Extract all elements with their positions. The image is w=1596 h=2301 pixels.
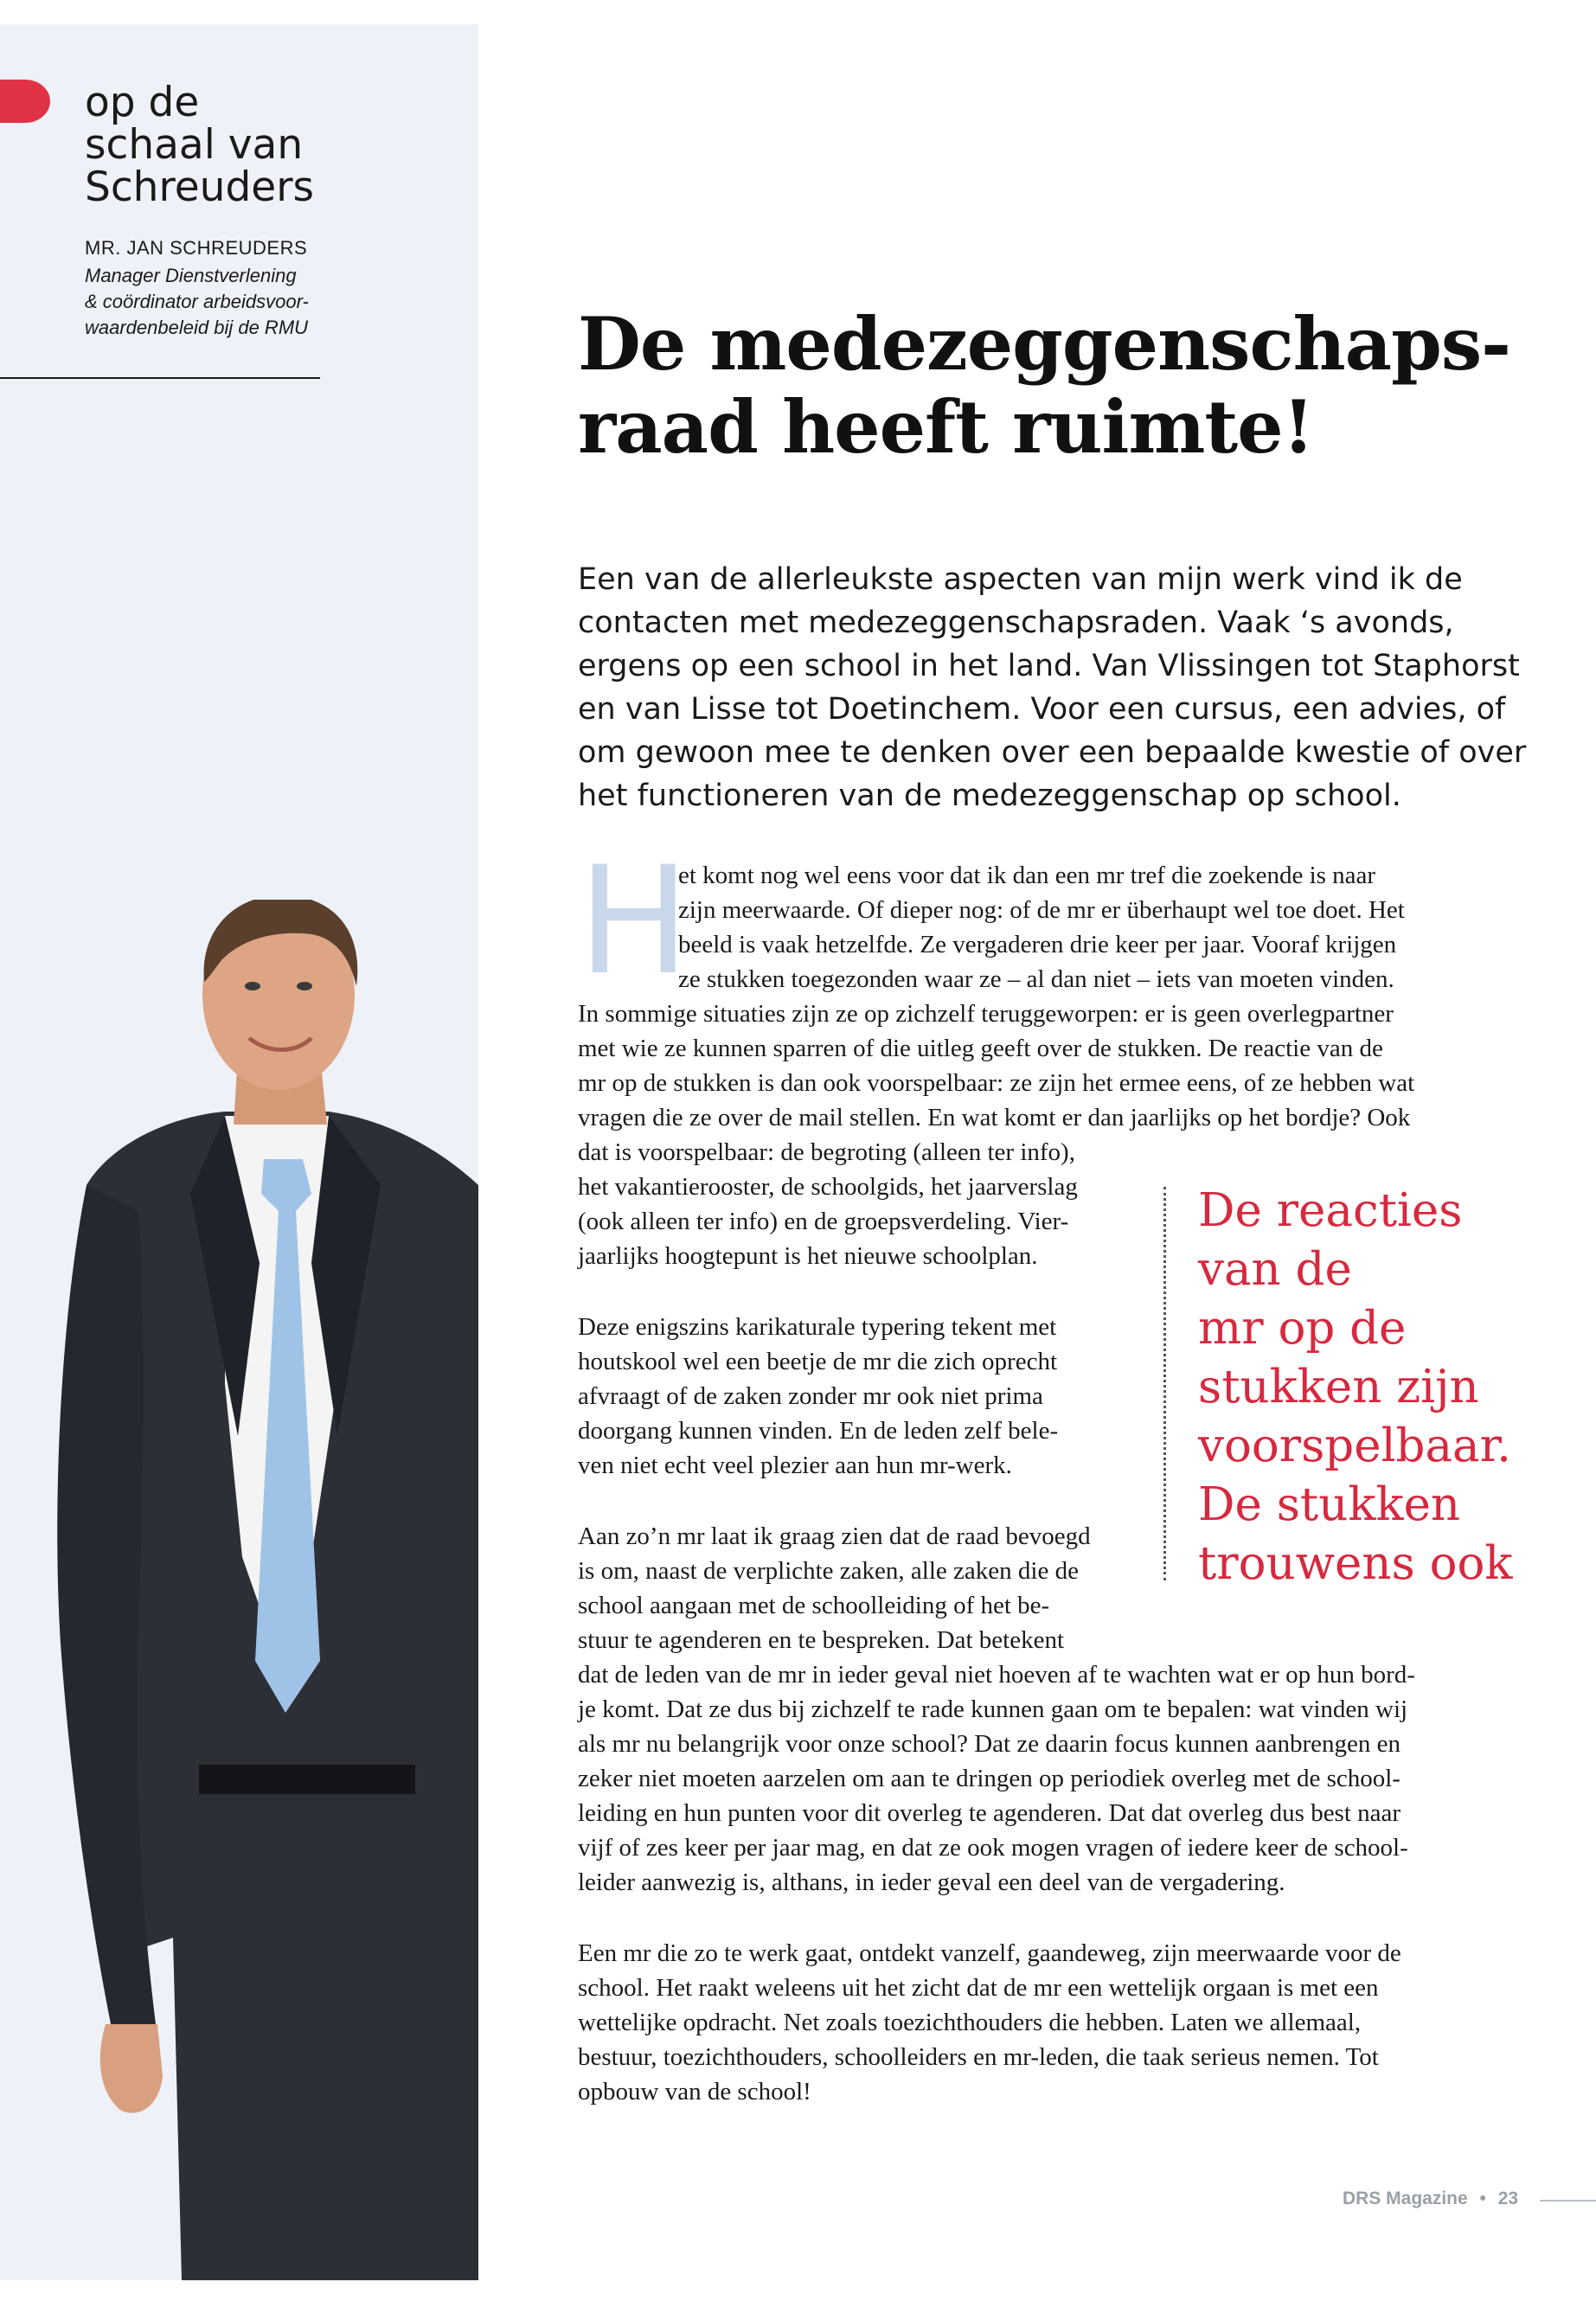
pull-quote-line: mr op de: [1198, 1302, 1407, 1355]
intro-line: Een van de allerleukste aspecten van mijn werk vind ik de: [578, 562, 1463, 597]
body-line: je komt. Dat ze dus bij zichzelf te rade kunnen gaan om te bepalen: wat vinden wij: [578, 1695, 1408, 1723]
pull-quote-line: van de: [1198, 1243, 1352, 1296]
body-line: school aangaan met de schoolleiding of het be-: [578, 1592, 1050, 1619]
headline-line: De medezeggenschaps-: [578, 301, 1510, 387]
pull-quote-line: De stukken: [1198, 1478, 1461, 1531]
body-line: met wie ze kunnen sparren of die uitleg geeft over de stukken. De reactie van de: [578, 1035, 1383, 1062]
body-line: beeld is vaak hetzelfde. Ze vergaderen drie keer per jaar. Vooraf krijgen: [678, 931, 1397, 958]
pull-quote-line: voorspelbaar.: [1198, 1420, 1512, 1472]
page-footer: [1343, 2189, 1518, 2209]
body-line: Deze enigszins karikaturale typering tekent met: [578, 1313, 1057, 1341]
intro-line: om gewoon mee te denken over een bepaalde kwestie of over: [578, 735, 1527, 770]
body-line: dat de leden van de mr in ieder geval niet hoeven af te wachten wat er op hun bord-: [578, 1661, 1415, 1689]
body-line: als mr nu belangrijk voor onze school? Dat ze daarin focus kunnen aanbrengen en: [578, 1730, 1401, 1758]
headline-line: raad heeft ruimte!: [578, 384, 1314, 470]
body-line: ze stukken toegezonden waar ze – al dan niet – iets van moeten vinden.: [678, 965, 1394, 993]
body-line: doorgang kunnen vinden. En de leden zelf bele-: [578, 1417, 1059, 1445]
body-line: Een mr die zo te werk gaat, ontdekt vanzelf, gaandeweg, zijn meerwaarde voor de: [578, 1939, 1401, 1967]
body-line: stuur te agenderen en te bespreken. Dat betekent: [578, 1626, 1065, 1654]
body-line: Aan zo’n mr laat ik graag zien dat de raad bevoegd: [578, 1522, 1091, 1550]
pull-quote-line: stukken zijn: [1198, 1361, 1479, 1413]
author-role-line: waardenbeleid bij de RMU: [85, 317, 309, 338]
body-line: school. Het raakt weleens uit het zicht dat de mr een wettelijk orgaan is met een: [578, 1974, 1379, 2002]
body-line: wettelijke opdracht. Net zoals toezichthouders die hebben. Laten we allemaal,: [578, 2009, 1362, 2036]
body-line: zijn meerwaarde. Of dieper nog: of de mr er überhaupt wel toe doet. Het: [678, 896, 1405, 924]
drop-cap: H: [578, 834, 690, 1008]
pull-quote-line: De reacties: [1198, 1184, 1463, 1237]
footer-separator: •: [1479, 2189, 1486, 2208]
body-line: afvraagt of de zaken zonder mr ook niet prima: [578, 1382, 1043, 1410]
column-title-line: Schreuders: [85, 163, 315, 211]
intro-line: het functioneren van de medezeggenschap op school.: [578, 779, 1401, 813]
author-role-line: & coördinator arbeidsvoor-: [85, 291, 309, 312]
intro-line: en van Lisse tot Doetinchem. Voor een cursus, een advies, of: [578, 692, 1506, 727]
body-line: vijf of zes keer per jaar mag, en dat ze ook mogen vragen of iedere keer de school-: [578, 1834, 1408, 1862]
magazine-name: DRS Magazine: [1343, 2189, 1468, 2208]
column-title-line: schaal van: [85, 121, 304, 169]
body-line: opbouw van de school!: [578, 2078, 811, 2106]
body-line: (ook alleen ter info) en de groepsverdeling. Vier-: [578, 1208, 1069, 1235]
body-line: ven niet echt veel plezier aan hun mr-werk.: [578, 1452, 1012, 1479]
body-line: het vakantierooster, de schoolgids, het jaarverslag: [578, 1173, 1078, 1201]
body-line: jaarlijks hoogtepunt is het nieuwe schoolplan.: [578, 1242, 1038, 1270]
body-line: leider aanwezig is, althans, in ieder geval een deel van de vergadering.: [578, 1868, 1285, 1896]
column-title-line: op de: [85, 79, 200, 126]
intro-line: ergens op een school in het land. Van Vlissingen tot Staphorst: [578, 649, 1520, 683]
pull-quote-line: trouwens ook: [1198, 1537, 1513, 1590]
body-line: is om, naast de verplichte zaken, alle zaken die de: [578, 1557, 1079, 1585]
pull-quote: [1198, 1182, 1561, 1593]
page-number: 23: [1497, 2189, 1519, 2208]
pull-quote-rule: [1163, 1187, 1166, 1580]
body-line: leiding en hun punten voor dit overleg te agenderen. Dat dat overleg dus best naar: [578, 1799, 1401, 1827]
body-line: bestuur, toezichthouders, schoolleiders en mr-leden, die taak serieus nemen. Tot: [578, 2043, 1379, 2071]
author-name: MR. JAN SCHREUDERS: [85, 237, 308, 259]
body-line: mr op de stukken is dan ook voorspelbaar: ze zijn het ermee eens, of ze hebben wat: [578, 1069, 1415, 1097]
body-line: vragen die ze over de mail stellen. En wat komt er dan jaarlijks op het bordje? Ook: [578, 1104, 1411, 1131]
intro-line: contacten met medezeggenschapsraden. Vaak ‘s avonds,: [578, 606, 1454, 640]
body-line: In sommige situaties zijn ze op zichzelf teruggeworpen: er is geen overlegpartner: [578, 1000, 1394, 1028]
body-line: houtskool wel een beetje de mr die zich oprecht: [578, 1348, 1058, 1375]
footer-rule: [1540, 2200, 1596, 2202]
body-line: zeker niet moeten aarzelen om aan te dringen op periodiek overleg met de school-: [578, 1765, 1401, 1792]
body-line: dat is voorspelbaar: de begroting (alleen ter info),: [578, 1138, 1075, 1166]
body-line: et komt nog wel eens voor dat ik dan een mr tref die zoekende is naar: [678, 862, 1376, 889]
author-role-line: Manager Dienstverlening: [85, 265, 297, 286]
